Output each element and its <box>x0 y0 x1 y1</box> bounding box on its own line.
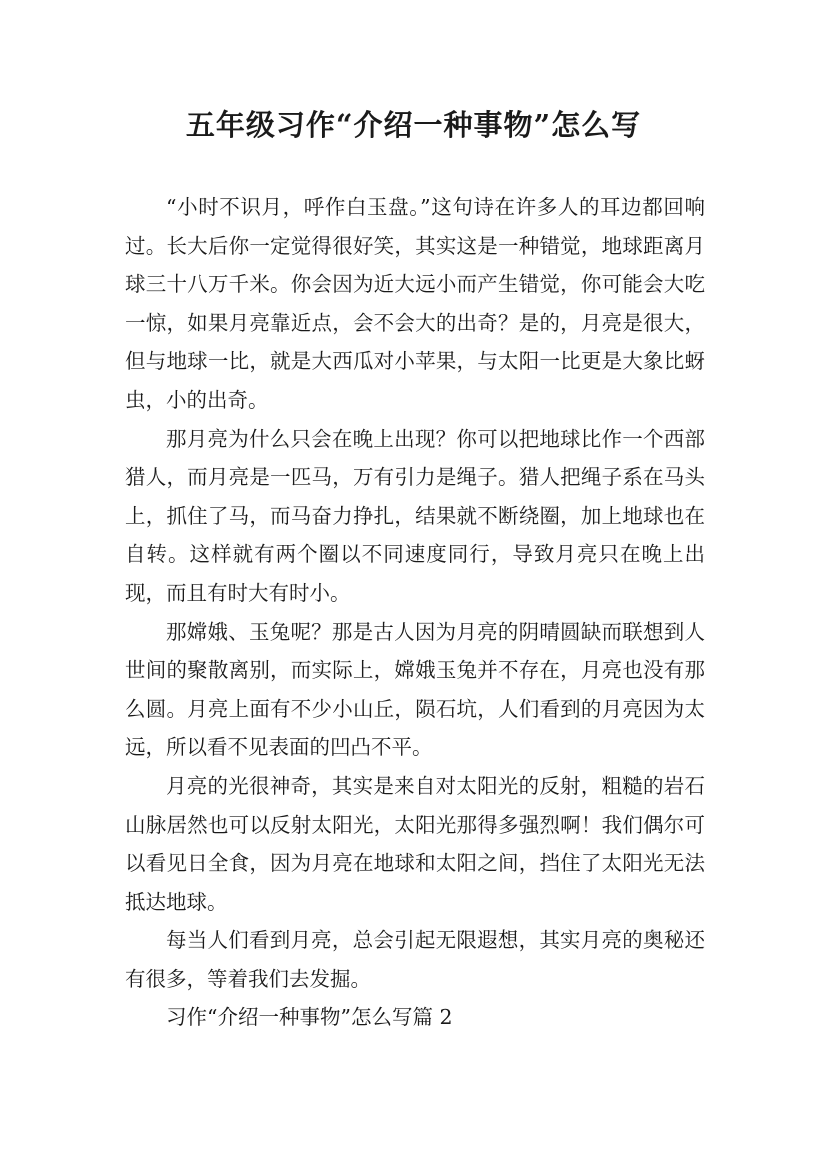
paragraph-3: 那嫦娥、玉兔呢？那是古人因为月亮的阴晴圆缺而联想到人世间的聚散离别，而实际上，嫦娥玉兔并不存在，月亮也没有那么圆。月亮上面有不少小山丘，陨石坑，人们看到的月亮因为太远，所以看不见表面的凹凸不平。 <box>125 619 705 760</box>
document-title: 五年级习作“介绍一种事物”怎么写 <box>185 108 642 142</box>
paragraph-2: 那月亮为什么只会在晚上出现？你可以把地球比作一个西部猎人，而月亮是一匹马，万有引力是绳子。猎人把绳子系在马头上，抓住了马，而马奋力挣扎，结果就不断绕圈，加上地球也在自转。这样就有两个圈以不同速度同行，导致月亮只在晚上出现，而且有时大有时小。 <box>125 426 705 605</box>
paragraph-5: 每当人们看到月亮，总会引起无限遐想，其实月亮的奥秘还有很多，等着我们去发掘。 <box>125 928 705 991</box>
paragraph-4: 月亮的光很神奇，其实是来自对太阳光的反射，粗糙的岩石山脉居然也可以反射太阳光，太阳光那得多强烈啊！我们偶尔可以看见日全食，因为月亮在地球和太阳之间，挡住了太阳光无法抵达地球。 <box>125 773 705 914</box>
paragraph-1: “小时不识月，呼作白玉盘。”这句诗在许多人的耳边都回响过。长大后你一定觉得很好笑，其实这是一种错觉，地球距离月球三十八万千米。你会因为近大远小而产生错觉，你可能会大吃一惊，如果月亮靠近点，会不会大的出奇？是的，月亮是很大，但与地球一比，就是大西瓜对小苹果，与太阳一比更是大象比蚜虫，小的出奇。 <box>125 195 705 412</box>
document-body <box>125 188 705 1037</box>
section-subheading: 习作“介绍一种事物”怎么写篇 2 <box>166 1005 453 1030</box>
